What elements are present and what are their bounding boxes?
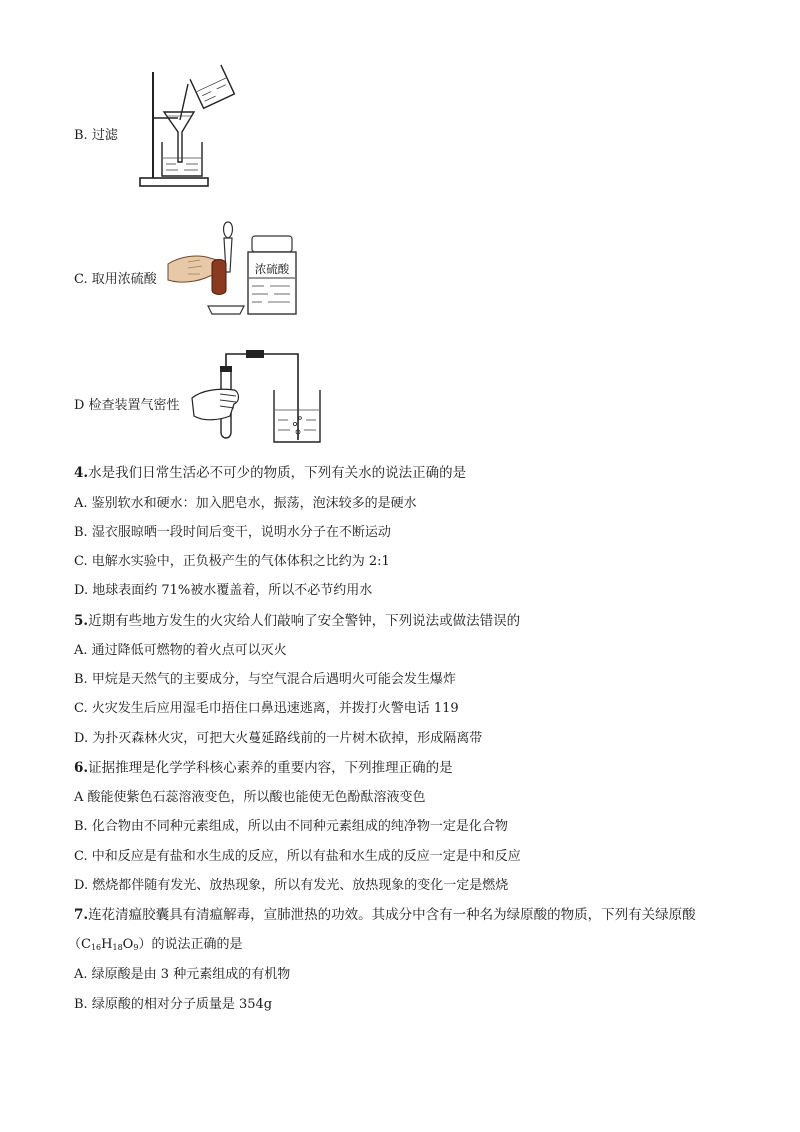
- airtightness-check-icon: [190, 344, 322, 446]
- filtration-apparatus-icon: [136, 62, 236, 190]
- question-text: 近期有些地方发生的火灾给人们敲响了安全警钟，下列说法或做法错误的: [88, 613, 521, 629]
- option-c-acid-label: C. 取用浓硫酸: [74, 272, 157, 287]
- question-6-option-c: C. 中和反应是有盐和水生成的反应，所以有盐和水生成的反应一定是中和反应: [74, 849, 521, 864]
- question-number: 6.: [74, 760, 89, 776]
- option-b-filtration-label: B. 过滤: [74, 128, 118, 143]
- question-6-option-a: A 酸能使紫色石蕊溶液变色，所以酸也能使无色酚酞溶液变色: [74, 790, 426, 805]
- question-4-option-a: A. 鉴别软水和硬水：加入肥皂水，振荡，泡沫较多的是硬水: [74, 496, 417, 511]
- question-6-option-b: B. 化合物由不同种元素组成，所以由不同种元素组成的纯净物一定是化合物: [74, 819, 508, 834]
- formula-h-count: 18: [112, 943, 123, 952]
- dropper-acid-bottle-icon: [166, 218, 298, 322]
- formula-prefix: （C: [68, 937, 91, 952]
- formula-o-count: 9: [133, 943, 139, 952]
- question-5-option-d: D. 为扑灭森林火灾，可把大火蔓延路线前的一片树木砍掉，形成隔离带: [74, 731, 483, 746]
- question-4-stem: [74, 464, 466, 482]
- question-7-stem: [74, 906, 696, 924]
- question-5-option-a: A. 通过降低可燃物的着火点可以灭火: [74, 643, 287, 658]
- question-7-option-a: A. 绿原酸是由 3 种元素组成的有机物: [74, 967, 291, 982]
- question-text: 连花清瘟胶囊具有清瘟解毒，宣肺泄热的功效。其成分中含有一种名为绿原酸的物质，下列有关绿原酸: [88, 907, 696, 923]
- question-6-option-d: D. 燃烧都伴随有发光、放热现象，所以有发光、放热现象的变化一定是燃烧: [74, 878, 509, 893]
- formula-h: H: [101, 937, 113, 952]
- formula-c-count: 16: [90, 943, 102, 952]
- question-7-option-b: B. 绿原酸的相对分子质量是 354g: [74, 997, 273, 1012]
- question-7-stem-continued: [68, 936, 242, 957]
- question-text: 证据推理是化学学科核心素养的重要内容，下列推理正确的是: [88, 760, 453, 776]
- formula-suffix: ）的说法正确的是: [138, 937, 243, 952]
- question-4-option-c: C. 电解水实验中，正负极产生的气体体积之比约为 2:1: [74, 554, 390, 569]
- question-text: 水是我们日常生活必不可少的物质，下列有关水的说法正确的是: [88, 465, 467, 481]
- question-5-stem: [74, 612, 520, 630]
- question-number: 4.: [74, 465, 89, 481]
- question-4-option-b: B. 湿衣服晾晒一段时间后变干，说明水分子在不断运动: [74, 525, 391, 540]
- option-d-airtight-label: D 检查装置气密性: [74, 398, 180, 413]
- question-4-option-d: D. 地球表面约 71%被水覆盖着，所以不必节约用水: [74, 583, 373, 598]
- acid-bottle-label: 浓硫酸: [254, 262, 290, 276]
- question-5-option-c: C. 火灾发生后应用湿毛巾捂住口鼻迅速逃离，并拨打火警电话 119: [74, 701, 459, 716]
- formula-o: O: [122, 937, 134, 952]
- question-5-option-b: B. 甲烷是天然气的主要成分，与空气混合后遇明火可能会发生爆炸: [74, 672, 456, 687]
- question-6-stem: [74, 759, 453, 777]
- question-number: 5.: [74, 613, 89, 629]
- question-number: 7.: [74, 907, 89, 923]
